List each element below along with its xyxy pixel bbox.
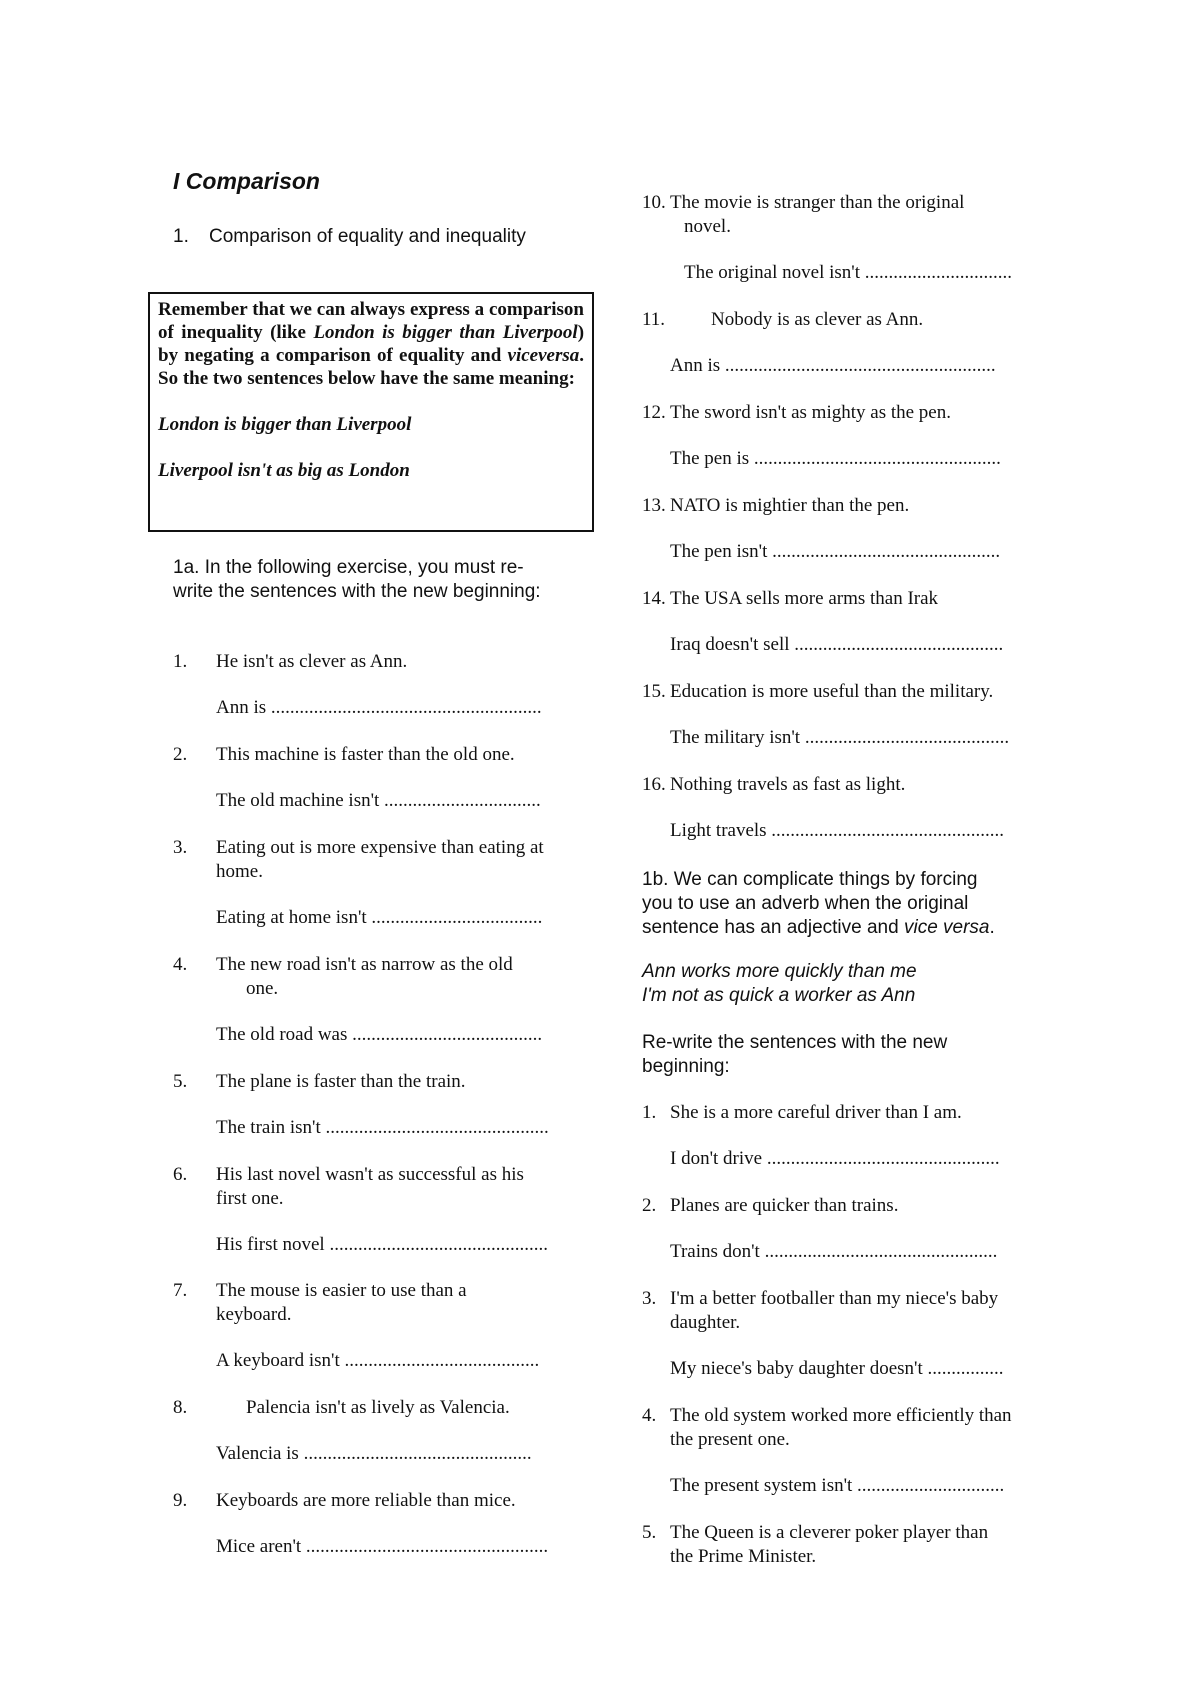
item-number: 6. xyxy=(173,1164,188,1185)
item-answer-line: Eating at home isn't .................................... xyxy=(216,907,543,928)
item-number: 4. xyxy=(642,1405,657,1426)
item-number: 5. xyxy=(173,1071,188,1092)
item-number: 2. xyxy=(642,1195,657,1216)
item-number: 12. xyxy=(642,402,666,423)
item-question: Palencia isn't as lively as Valencia. xyxy=(246,1397,510,1418)
item-question: He isn't as clever as Ann. xyxy=(216,651,408,672)
item-answer-line: The pen isn't ................................................ xyxy=(670,541,1001,562)
item-question: Keyboards are more reliable than mice. xyxy=(216,1490,516,1511)
item-answer-line: The old road was ........................................ xyxy=(216,1024,543,1045)
item-question: Nobody is as clever as Ann. xyxy=(711,309,924,330)
item-answer-line: Ann is ......................................................... xyxy=(670,355,996,376)
item-number: 7. xyxy=(173,1280,188,1301)
remember-text: Remember that we can always express a comparison of inequality (like London is bigger than Liverpool) by negating a comparison of equality and viceversa. So the two sentences below have the same meaning: xyxy=(158,299,585,389)
item-answer-line: My niece's baby daughter doesn't ................ xyxy=(670,1358,1004,1379)
item-question-continued: home. xyxy=(216,861,263,882)
item-question: His last novel wasn't as successful as his xyxy=(216,1164,524,1185)
item-answer-line: Trains don't ................................................. xyxy=(670,1241,998,1262)
item-question-continued: first one. xyxy=(216,1188,284,1209)
item-number: 13. xyxy=(642,495,666,516)
item-question: This machine is faster than the old one. xyxy=(216,744,515,765)
item-number: 15. xyxy=(642,681,666,702)
item-number: 10. xyxy=(642,192,666,213)
item-number: 3. xyxy=(642,1288,657,1309)
item-question: The old system worked more efficiently than xyxy=(670,1405,1012,1426)
item-number: 8. xyxy=(173,1397,188,1418)
item-answer-line: The present system isn't ............................... xyxy=(670,1475,1005,1496)
item-answer-line: I don't drive ................................................. xyxy=(670,1148,1000,1169)
section-heading: Comparison of equality and inequality xyxy=(209,226,526,247)
item-answer-line: A keyboard isn't ......................................... xyxy=(216,1350,540,1371)
item-number: 1. xyxy=(642,1102,657,1123)
item-number: 3. xyxy=(173,837,188,858)
remember-box xyxy=(148,292,594,532)
item-question: The sword isn't as mighty as the pen. xyxy=(670,402,951,423)
exercise-1b-instruction: 1b. We can complicate things by forcing you to use an adverb when the original sentence has an adjective and vice versa. xyxy=(642,869,995,938)
item-question-continued: daughter. xyxy=(670,1312,741,1333)
item-question: Eating out is more expensive than eating at xyxy=(216,837,544,858)
item-question: The Queen is a cleverer poker player than xyxy=(670,1522,989,1543)
item-answer-line: Ann is ......................................................... xyxy=(216,697,542,718)
item-question-continued: the Prime Minister. xyxy=(670,1546,817,1567)
item-answer-line: The military isn't ........................................... xyxy=(670,727,1010,748)
item-answer-line: The old machine isn't ................................. xyxy=(216,790,541,811)
item-answer-line: The train isn't ............................................... xyxy=(216,1117,549,1138)
item-number: 2. xyxy=(173,744,188,765)
exercise-1b-rewrite-instruction: Re-write the sentences with the new beginning: xyxy=(642,1032,948,1077)
item-question: Education is more useful than the military. xyxy=(670,681,994,702)
item-question-continued: keyboard. xyxy=(216,1304,292,1325)
item-number: 4. xyxy=(173,954,188,975)
item-question: The new road isn't as narrow as the old xyxy=(216,954,513,975)
item-question: NATO is mightier than the pen. xyxy=(670,495,910,516)
item-answer-line: Iraq doesn't sell ............................................ xyxy=(670,634,1004,655)
item-number: 11. xyxy=(642,309,666,330)
item-question: Nothing travels as fast as light. xyxy=(670,774,906,795)
item-question: Planes are quicker than trains. xyxy=(670,1195,899,1216)
item-number: 16. xyxy=(642,774,666,795)
item-answer-line: The original novel isn't ............................... xyxy=(684,262,1012,283)
item-question: I'm a better footballer than my niece's baby xyxy=(670,1288,999,1309)
item-number: 9. xyxy=(173,1490,188,1511)
exercise-1b-example: Ann works more quickly than me I'm not as quick a worker as Ann xyxy=(642,961,917,1006)
item-question-continued: novel. xyxy=(684,216,731,237)
item-number: 1. xyxy=(173,651,188,672)
item-number: 14. xyxy=(642,588,666,609)
item-answer-line: Valencia is ................................................ xyxy=(216,1443,532,1464)
example-sentence-1: London is bigger than Liverpool xyxy=(158,414,412,435)
item-answer-line: The pen is .................................................... xyxy=(670,448,1001,469)
item-answer-line: Mice aren't ................................................... xyxy=(216,1536,549,1557)
item-number: 5. xyxy=(642,1522,657,1543)
exercise-1a-instruction: 1a. In the following exercise, you must re- write the sentences with the new beginning: xyxy=(173,557,541,602)
item-question: The plane is faster than the train. xyxy=(216,1071,466,1092)
item-answer-line: His first novel .............................................. xyxy=(216,1234,548,1255)
item-question: The mouse is easier to use than a xyxy=(216,1280,467,1301)
page-title: I Comparison xyxy=(173,168,320,194)
item-question-continued: one. xyxy=(246,978,279,999)
example-sentence-2: Liverpool isn't as big as London xyxy=(158,460,410,481)
item-question: The USA sells more arms than Irak xyxy=(670,588,939,609)
item-answer-line: Light travels ................................................. xyxy=(670,820,1005,841)
section-number: 1. xyxy=(173,226,189,247)
item-question: The movie is stranger than the original xyxy=(670,192,965,213)
item-question: She is a more careful driver than I am. xyxy=(670,1102,962,1123)
item-question-continued: the present one. xyxy=(670,1429,790,1450)
